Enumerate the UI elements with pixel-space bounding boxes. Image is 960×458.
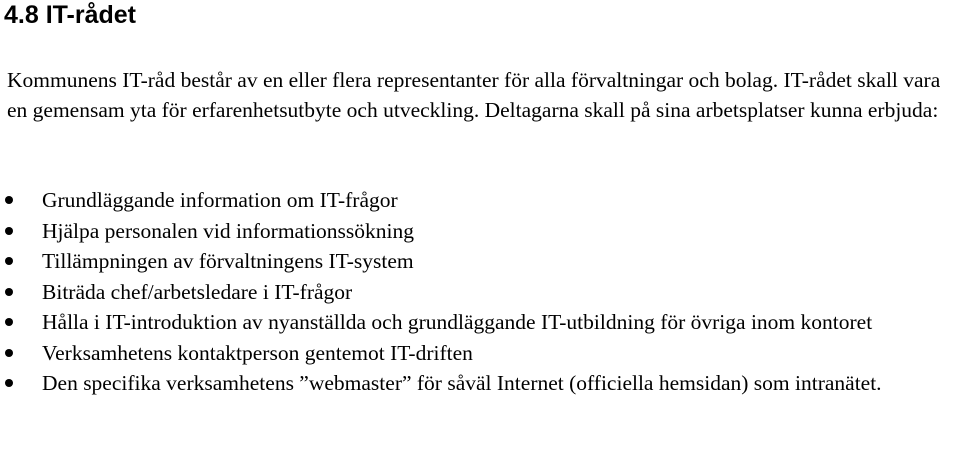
bullet-text: Den specifika verksamhetens ”webmaster” för såväl Internet (officiella hemsidan) som intranätet. (42, 371, 882, 395)
bullet-dot-icon (5, 318, 13, 326)
bullet-item (0, 216, 960, 247)
bullet-dot-icon (5, 288, 13, 296)
bullet-item (0, 277, 960, 308)
bullet-list (0, 185, 960, 399)
section-heading: 4.8 IT-rådet (4, 1, 136, 29)
bullet-item (0, 307, 960, 338)
bullet-item (0, 338, 960, 369)
bullet-text: Hjälpa personalen vid informationssökning (42, 218, 414, 243)
bullet-text: Hålla i IT-introduktion av nyanställda och grundläggande IT-utbildning för övriga inom kontoret (42, 310, 873, 334)
bullet-dot-icon (5, 227, 13, 235)
bullet-dot-icon (5, 379, 13, 387)
bullet-text: Grundläggande information om IT-frågor (42, 188, 398, 212)
bullet-text: Biträda chef/arbetsledare i IT-frågor (42, 279, 353, 304)
bullet-text: Tillämpningen av förvaltningens IT-system (42, 249, 414, 273)
bullet-item (0, 368, 960, 399)
bullet-text: Verksamhetens kontaktperson gentemot IT-driften (42, 340, 473, 365)
bullet-item (0, 246, 960, 277)
bullet-dot-icon (5, 196, 13, 204)
intro-paragraph: Kommunens IT-råd består av en eller flera representanter för alla förvaltningar och bolag. IT-rådet skall vara en gemensam yta för erfarenhetsutbyte och utveckling. Deltagarna skall på sina arbetsplatser kunna erbjuda: (7, 68, 941, 122)
bullet-item (0, 185, 960, 216)
bullet-dot-icon (5, 349, 13, 357)
bullet-dot-icon (5, 257, 13, 265)
